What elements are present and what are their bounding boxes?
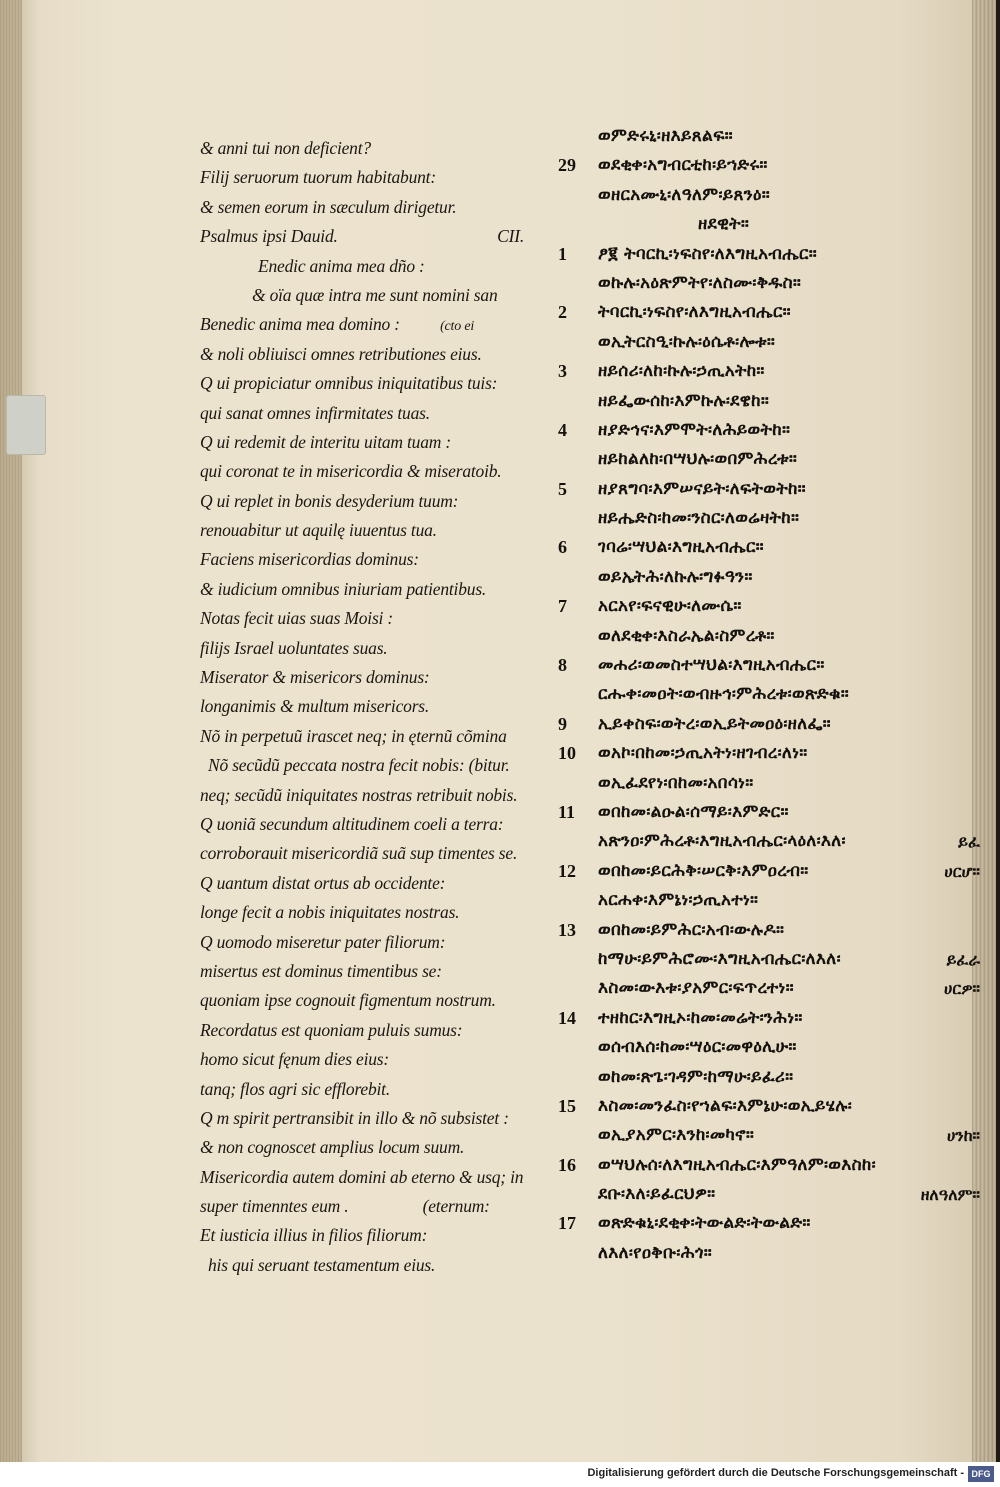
latin-line: Q uomodo miseretur pater filiorum: <box>200 931 446 952</box>
ethiopic-text: ዘይሰሪ፡ለከ፡ኩሉ፡ኃጢአትከ። <box>598 361 765 382</box>
ethiopic-line <box>558 651 988 680</box>
ethiopic-text: ደቡ፡እለ፡ይፈርህዎ። <box>598 1184 716 1205</box>
ethiopic-line <box>558 916 988 945</box>
latin-line: & noli obliuisci omnes retributiones eius. <box>200 343 482 364</box>
ethiopic-line <box>558 416 988 445</box>
latin-line: Enedic anima mea dño : <box>258 255 425 276</box>
latin-line: Misericordia autem domini ab eterno & usq; in <box>200 1166 524 1187</box>
ethiopic-line <box>558 298 988 327</box>
latin-line: & iudicium omnibus iniuriam patientibus. <box>200 578 487 599</box>
latin-line: misertus est dominus timentibus se: <box>200 960 442 981</box>
ethiopic-text: ወጽድቁኒ፡ደቂቀ፡ትውልድ፡ትውልድ። <box>598 1213 811 1234</box>
ethiopic-text: እስመ፡ውእቱ፡ያአምር፡ፍጥረተነ። <box>598 978 794 999</box>
latin-line: longe fecit a nobis iniquitates nostras. <box>200 902 460 923</box>
ethiopic-line <box>558 886 988 915</box>
ethiopic-text: ወይኤትሕ፡ለኩሉ፡ግፉዓን። <box>598 566 753 587</box>
ethiopic-text: ገባሬ፡ሣህል፡እግዚአብሔር። <box>598 537 764 558</box>
ethiopic-line <box>558 1063 988 1092</box>
latin-line: & non cognoscet amplius locum suum. <box>200 1137 465 1158</box>
ethiopic-text: ዘደዊት። <box>698 214 750 235</box>
ethiopic-line <box>558 1033 988 1062</box>
latin-line: Recordatus est quoniam puluis sumus: <box>200 1019 463 1040</box>
ethiopic-continuation: ሀርዎ። <box>944 979 980 999</box>
latin-line: qui sanat omnes infirmitates tuas. <box>200 402 430 423</box>
ethiopic-line <box>558 1239 988 1268</box>
ethiopic-line <box>558 945 988 974</box>
verse-number: 14 <box>558 1007 576 1028</box>
latin-line: qui coronat te in misericordia & miseratoib. <box>200 461 502 482</box>
latin-line <box>200 1192 540 1221</box>
verse-number: 6 <box>558 537 567 558</box>
latin-line: his qui seruant testamentum eius. <box>208 1254 436 1275</box>
ethiopic-line <box>558 680 988 709</box>
ethiopic-continuation: ዘለዓለም። <box>920 1185 980 1205</box>
verse-number: 4 <box>558 419 567 440</box>
ethiopic-text: ወዘርአሙኒ፡ለዓለም፡ይጸንዕ። <box>598 184 770 205</box>
latin-line-text: super timenntes eum . <box>200 1196 349 1217</box>
latin-line: & oïa quæ intra me sunt nomini san <box>252 284 498 305</box>
ethiopic-line <box>558 504 988 533</box>
ethiopic-text: ወኢያአምር፡እንከ፡መካኖ። <box>598 1125 755 1146</box>
ethiopic-text: አጽንዐ፡ምሕረቶ፡እግዚአብሔር፡ላዕለ፡እለ፡ <box>598 831 846 852</box>
ethiopic-text: ኢይቀስፍ፡ወትረ፡ወኢይትመዐዕ፡ዘለፌ። <box>598 713 831 734</box>
page-tab-marker <box>6 395 46 455</box>
ethiopic-line <box>558 387 988 416</box>
ethiopic-line <box>558 122 988 151</box>
latin-line: Q ui redemit de interitu uitam tuam : <box>200 431 452 452</box>
ethiopic-text: ርሑቀ፡መዐት፡ወብዙኅ፡ምሕረቱ፡ወጽድቁ። <box>598 684 849 705</box>
ethiopic-line <box>558 1004 988 1033</box>
verse-number: 10 <box>558 743 576 764</box>
ethiopic-line <box>558 240 988 269</box>
ethiopic-line <box>558 151 988 180</box>
dfg-logo: DFG <box>968 1466 994 1482</box>
latin-line: tanq; flos agri sic efflorebit. <box>200 1078 391 1099</box>
ethiopic-column <box>558 122 988 1268</box>
margin-note: (eternum: <box>422 1196 490 1217</box>
ethiopic-line <box>558 563 988 592</box>
ethiopic-text: ወሰብእሰ፡ከመ፡ሣዕር፡መዋዕሊሁ። <box>598 1037 797 1058</box>
latin-line: Q ui propiciatur omnibus iniquitatibus tuis: <box>200 373 498 394</box>
ethiopic-line <box>558 857 988 886</box>
psalm-heading-number: CII. <box>497 226 524 247</box>
latin-line: Q uoniã secundum altitudinem coeli a terra: <box>200 813 504 834</box>
ethiopic-text: ዘያጸግባ፡እምሠናይት፡ለፍትወትከ። <box>598 478 806 499</box>
margin-note: (cto ei <box>440 319 475 335</box>
ethiopic-line <box>558 739 988 768</box>
ethiopic-text: ትባርኪ፡ነፍስየ፡ለእግዚአብሔር። <box>598 302 791 323</box>
ethiopic-line <box>558 181 988 210</box>
latin-line: homo sicut fęnum dies eius: <box>200 1049 390 1070</box>
verse-number: 29 <box>558 155 576 176</box>
ethiopic-line <box>558 475 988 504</box>
ethiopic-text: ለእለ፡የዐቅቡ፡ሕጎ። <box>598 1242 712 1263</box>
ethiopic-text: ከማሁ፡ይምሕሮሙ፡እግዚአብሔር፡ለእለ፡ <box>598 948 841 969</box>
ethiopic-line <box>558 1121 988 1150</box>
psalm-heading-title: Psalmus ipsi Dauid. <box>200 226 338 247</box>
ethiopic-text: ዘይፌውሰከ፡እምኩሉ፡ደዌከ። <box>598 390 770 411</box>
latin-line: Nõ secũdũ peccata nostra fecit nobis: (bitur. <box>208 755 510 776</box>
ethiopic-line <box>558 1209 988 1238</box>
ethiopic-line <box>558 533 988 562</box>
latin-line: quoniam ipse cognouit figmentum nostrum. <box>200 990 496 1011</box>
verse-number: 13 <box>558 919 576 940</box>
ethiopic-continuation: ሀርሆ። <box>944 861 980 881</box>
verse-number: 3 <box>558 361 567 382</box>
ethiopic-line <box>558 769 988 798</box>
ethiopic-line <box>558 827 988 856</box>
latin-line: Q ui replet in bonis desyderium tuum: <box>200 490 459 511</box>
ethiopic-text: ወለደቂቀ፡እስራኤል፡ስምረቶ። <box>598 625 775 646</box>
ethiopic-line <box>558 1092 988 1121</box>
ethiopic-text: አርሐቀ፡እምኔነ፡ኃጢአተነ። <box>598 890 759 911</box>
ethiopic-text: አርአየ፡ፍናዊሁ፡ለሙሴ። <box>598 596 742 617</box>
ethiopic-line <box>558 1180 988 1209</box>
ethiopic-line <box>558 445 988 474</box>
verse-number: 17 <box>558 1213 576 1234</box>
ethiopic-line <box>558 710 988 739</box>
latin-line: filijs Israel uoluntates suas. <box>200 637 388 658</box>
ethiopic-text: ዘይከልለከ፡በሣህሉ፡ወበምሕረቱ። <box>598 449 798 470</box>
page-stack-left-edge <box>0 0 22 1462</box>
latin-line: Et iusticia illius in filios filiorum: <box>200 1225 428 1246</box>
ethiopic-line <box>558 974 988 1003</box>
ethiopic-text: እስመ፡መንፈስ፡የኀልፍ፡እምኔሁ፡ወኢይሄሉ፡ <box>598 1095 853 1116</box>
ethiopic-text: ወኢትርስዒ፡ኩሉ፡ዕሴቶ፡ሎቱ። <box>598 331 776 352</box>
latin-line-text: Benedic anima mea domino : <box>200 314 400 335</box>
verse-number: 9 <box>558 713 567 734</box>
latin-line: renouabitur ut aquilę iuuentus tua. <box>200 520 437 541</box>
psalm-heading <box>200 222 524 251</box>
verse-number: 2 <box>558 302 567 323</box>
ethiopic-continuation: ይፈራ <box>946 949 980 969</box>
latin-line: & anni tui non deficient? <box>200 138 371 158</box>
latin-line <box>200 310 540 339</box>
ethiopic-line <box>558 798 988 827</box>
footer-bar <box>0 1462 1000 1487</box>
verse-number: 11 <box>558 801 576 822</box>
verse-number: 8 <box>558 655 567 676</box>
ethiopic-text: ፆ፪ ትባርኪ፡ነፍስየ፡ለእግዚአብሔር። <box>598 243 817 264</box>
ethiopic-text: ወኩሉ፡አዕጽምትየ፡ለስሙ፡ቅዱስ። <box>598 272 802 293</box>
ethiopic-text: ወአኮ፡በከመ፡ኃጢአትነ፡ዘገብረ፡ለነ። <box>598 743 808 764</box>
latin-line: corroborauit misericordiã suã sup timentes se. <box>200 843 518 864</box>
ethiopic-line <box>558 210 988 239</box>
ethiopic-text: ተዘከር፡እግዚኦ፡ከመ፡መሬት፡ንሕነ። <box>598 1007 803 1028</box>
verse-number: 15 <box>558 1095 576 1116</box>
ethiopic-text: ወኢፈደየነ፡በከመ፡አበሳነ። <box>598 772 754 793</box>
latin-line: Nõ in perpetuũ irascet neq; in ęternũ cõmina <box>200 725 507 746</box>
latin-line: neq; secũdũ iniquitates nostras retribuit nobis. <box>200 784 518 805</box>
ethiopic-line <box>558 592 988 621</box>
ethiopic-text: ወበከመ፡ይርሕቅ፡ሠርቅ፡እምዐረብ። <box>598 860 809 881</box>
ethiopic-text: ወሣህሉሰ፡ለእግዚአብሔር፡እምዓለም፡ወእስከ፡ <box>598 1154 876 1175</box>
ethiopic-line <box>558 328 988 357</box>
ethiopic-line <box>558 1151 988 1180</box>
latin-line: Notas fecit uias suas Moisi : <box>200 608 394 629</box>
verse-number: 7 <box>558 596 567 617</box>
verse-number: 16 <box>558 1154 576 1175</box>
ethiopic-text: ወምድሩኒ፡ዘእይጸልፍ። <box>598 126 733 146</box>
latin-line: Q m spirit pertransibit in illo & nõ subsistet : <box>200 1107 509 1128</box>
latin-line: Q uantum distat ortus ab occidente: <box>200 872 446 893</box>
verse-number: 12 <box>558 860 576 881</box>
ethiopic-text: ወደቂቀ፡አግብርቲከ፡ይኀድሩ። <box>598 155 768 176</box>
latin-line: Filij seruorum tuorum habitabunt: <box>200 167 436 188</box>
ethiopic-text: ዘያድኅና፡እምሞት፡ለሕይወትከ። <box>598 419 791 440</box>
ethiopic-text: መሐሪ፡ወመስተሣህል፡እግዚአብሔር። <box>598 655 825 676</box>
funding-credit: Digitalisierung gefördert durch die Deutsche Forschungsgemeinschaft - <box>587 1467 964 1479</box>
ethiopic-continuation: ይፈ <box>958 832 980 852</box>
verse-number: 1 <box>558 243 567 264</box>
ethiopic-line <box>558 622 988 651</box>
verse-number: 5 <box>558 478 567 499</box>
latin-column <box>200 134 540 1280</box>
latin-line: longanimis & multum misericors. <box>200 696 430 717</box>
ethiopic-text: ወበከመ፡ልዑል፡ሰማይ፡እምድር። <box>598 801 789 822</box>
ethiopic-line <box>558 269 988 298</box>
latin-line: & semen eorum in sæculum dirigetur. <box>200 196 457 217</box>
ethiopic-line <box>558 357 988 386</box>
latin-line: Miserator & misericors dominus: <box>200 667 430 688</box>
latin-line: Faciens misericordias dominus: <box>200 549 419 570</box>
ethiopic-continuation: ሀንከ። <box>946 1126 980 1146</box>
ethiopic-text: ዘይሔድስ፡ከመ፡ንስር፡ለወሬዛትከ። <box>598 508 800 529</box>
ethiopic-text: ወበከመ፡ይምሕር፡አብ፡ውሉዶ። <box>598 919 785 940</box>
ethiopic-text: ወከመ፡ጽጌ፡ገዳም፡ከማሁ፡ይፈሪ። <box>598 1066 794 1087</box>
